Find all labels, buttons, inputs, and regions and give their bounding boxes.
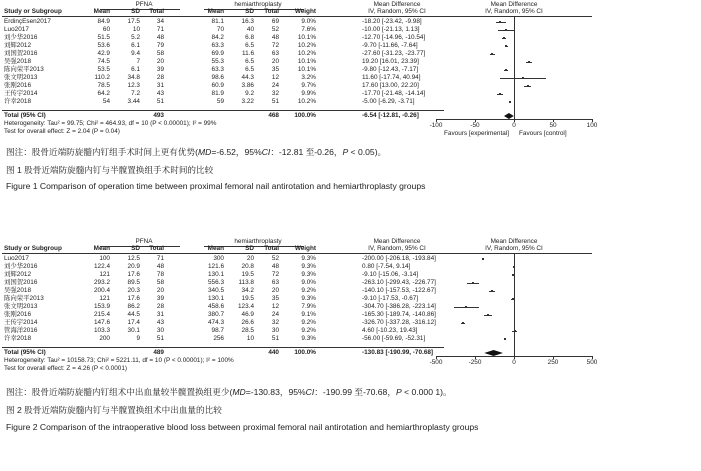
cell-total-b: 12: [271, 303, 279, 310]
cell-total-b: 30: [271, 327, 279, 334]
col-header-weight: Weight: [294, 245, 316, 252]
cell-mean-a: 200: [99, 335, 110, 342]
cell-total-b: 51: [271, 98, 279, 105]
cell-mean-a: 153.9: [94, 303, 110, 310]
cell-sd-b: 26.6: [241, 319, 254, 326]
cell-sd-b: 6.5: [245, 66, 254, 73]
forest-plot-2: [0, 237, 701, 377]
figure-1-title-cn: 图 1 股骨近端防旋髓内钉与半髋置换组手术时间的比较: [6, 165, 214, 175]
col-header-mean-b: Mean: [207, 245, 224, 252]
total-n-b: 468: [268, 112, 279, 119]
header-group-a: PFNA: [135, 238, 153, 245]
cell-total-a: 71: [156, 26, 164, 33]
col-header-sd-a: SD: [131, 245, 140, 252]
cell-sd-b: 6.8: [245, 34, 254, 41]
study-name: 许幸2018: [4, 335, 31, 342]
cell-total-b: 48: [271, 263, 279, 270]
cell-sd-b: 11.6: [242, 50, 254, 57]
cell-md-ci: -326.70 [-337.28, -316.12]: [362, 319, 436, 326]
cell-sd-a: 3.44: [127, 98, 140, 105]
total-md-ci: -130.83 [-190.99, -70.68]: [362, 349, 434, 356]
col-header-total-a: Total: [149, 245, 164, 252]
total-md-ci: -6.54 [-12.81, -0.26]: [362, 112, 419, 119]
cell-sd-a: 17.4: [127, 319, 140, 326]
cell-sd-b: 3.22: [241, 98, 254, 105]
study-name: 刘少华2016: [4, 263, 38, 270]
cell-mean-a: 42.9: [97, 50, 110, 57]
cell-weight: 10.2%: [297, 50, 316, 57]
header-md: Mean Difference: [373, 238, 421, 245]
cell-sd-b: 40: [246, 26, 254, 33]
cell-total-b: 35: [271, 295, 279, 302]
cell-sd-a: 17.6: [127, 295, 140, 302]
cell-total-a: 78: [156, 271, 164, 278]
summary-diamond: [0, 0, 701, 140]
cell-total-a: 20: [156, 287, 164, 294]
figure-2-title-cn: 图 2 股骨近端防旋髓内钉与半髋置换组术中出血量的比较: [6, 405, 222, 415]
cell-md-ci: -304.70 [-386.28, -223.14]: [362, 303, 436, 310]
cell-md-ci: -17.70 [-21.48, -14.14]: [362, 90, 426, 97]
cell-total-b: 48: [271, 34, 279, 41]
cell-total-b: 35: [271, 66, 279, 73]
cell-total-a: 51: [156, 335, 164, 342]
zero-line: [514, 253, 515, 356]
cell-mean-b: 130.1: [208, 271, 224, 278]
cell-weight: 9.0%: [301, 279, 316, 286]
cell-sd-b: 10: [246, 335, 254, 342]
cell-md-ci: -200.00 [-206.18, -193.84]: [362, 255, 436, 262]
col-header-total-b: Total: [264, 245, 279, 252]
study-name: 王传宇2014: [4, 90, 38, 97]
cell-total-b: 51: [271, 335, 279, 342]
cell-total-a: 28: [156, 74, 164, 81]
cell-sd-b: 19.5: [241, 295, 254, 302]
cell-total-a: 43: [156, 90, 164, 97]
cell-mean-a: 64.2: [97, 90, 110, 97]
axis-tick-label: -100: [429, 122, 443, 129]
cell-md-ci: 19.20 [16.01, 23.39]: [362, 58, 419, 65]
cell-md-ci: -140.10 [-157.53, -122.67]: [362, 287, 436, 294]
cell-md-ci: -9.10 [-17.53, -0.67]: [362, 295, 419, 302]
cell-weight: 10.2%: [297, 42, 316, 49]
axis-tick-label: -250: [468, 359, 482, 366]
cell-total-b: 32: [271, 319, 279, 326]
cell-total-a: 43: [156, 319, 164, 326]
cell-sd-a: 7.2: [131, 90, 140, 97]
cell-mean-a: 51.5: [97, 34, 110, 41]
cell-mean-b: 81.1: [211, 18, 224, 25]
col-header-mean-b: Mean: [207, 8, 224, 15]
cell-md-ci: -165.30 [-189.74, -140.86]: [362, 311, 436, 318]
cell-sd-b: 6.5: [245, 58, 254, 65]
cell-md-ci: -18.20 [-23.42, -9.98]: [362, 18, 422, 25]
col-header-study: Study or Subgroup: [4, 245, 62, 252]
cell-mean-a: 53.6: [97, 42, 110, 49]
cell-sd-a: 86.2: [127, 303, 140, 310]
cell-sd-a: 30.1: [127, 327, 140, 334]
cell-weight: 9.9%: [301, 90, 316, 97]
cell-weight: 3.2%: [301, 74, 316, 81]
cell-total-a: 34: [156, 18, 164, 25]
total-n-a: 493: [153, 112, 164, 119]
cell-mean-b: 130.1: [208, 295, 224, 302]
cell-weight: 9.3%: [301, 263, 316, 270]
cell-sd-b: 3.86: [241, 82, 254, 89]
cell-total-b: 52: [271, 26, 279, 33]
cell-total-a: 58: [156, 279, 164, 286]
cell-total-b: 20: [271, 287, 279, 294]
cell-sd-b: 113.8: [238, 279, 254, 286]
cell-sd-b: 46.9: [241, 311, 254, 318]
cell-mean-b: 300: [213, 255, 224, 262]
cell-sd-a: 12.5: [127, 255, 140, 262]
study-name: 管海洋2016: [4, 327, 38, 334]
study-name: 刘少华2016: [4, 34, 38, 41]
cell-mean-b: 474.3: [208, 319, 224, 326]
heterogeneity: Heterogeneity: Tau² = 99.75; Chi² = 464.93, df = 10 (P < 0.00001); I² = 99%: [4, 120, 217, 127]
cell-md-ci: -27.60 [-31.23, -23.77]: [362, 50, 426, 57]
cell-mean-a: 200.4: [94, 287, 110, 294]
cell-mean-b: 55.3: [211, 58, 224, 65]
study-name: 张文明2013: [4, 74, 38, 81]
cell-weight: 9.2%: [301, 287, 316, 294]
cell-total-a: 79: [156, 42, 164, 49]
cell-mean-a: 54: [102, 98, 110, 105]
cell-sd-a: 7: [136, 58, 140, 65]
cell-md-ci: -9.10 [-15.06, -3.14]: [362, 271, 419, 278]
cell-total-a: 31: [156, 311, 164, 318]
cell-md-ci: -12.70 [-14.96, -10.54]: [362, 34, 426, 41]
cell-sd-a: 17.5: [127, 18, 140, 25]
cell-mean-b: 98.6: [211, 74, 224, 81]
study-name: 张文明2013: [4, 303, 38, 310]
cell-mean-b: 63.3: [211, 66, 224, 73]
cell-mean-a: 147.6: [94, 319, 110, 326]
cell-md-ci: 17.60 [13.00, 22.20]: [362, 82, 419, 89]
cell-total-b: 69: [271, 18, 279, 25]
col-header-total-b: Total: [264, 8, 279, 15]
study-name: 刘辉2012: [4, 42, 31, 49]
cell-total-a: 28: [156, 303, 164, 310]
cell-mean-a: 293.2: [94, 279, 110, 286]
zero-line: [514, 16, 515, 119]
figure-1-title-en: Figure 1 Comparison of operation time between proximal femoral nail antirotation and hemiarthroplasty groups: [6, 181, 426, 191]
cell-weight: 9.2%: [301, 319, 316, 326]
cell-md-ci: 11.60 [-17.74, 40.94]: [362, 74, 421, 81]
study-name: 许幸2018: [4, 98, 31, 105]
cell-total-a: 48: [156, 34, 164, 41]
cell-weight: 7.6%: [301, 26, 316, 33]
cell-mean-a: 110.2: [94, 74, 110, 81]
cell-mean-a: 121: [99, 271, 110, 278]
header-plot: Mean Difference: [490, 238, 538, 245]
figure-2-note: 图注：股骨近端防旋髓内钉组术中出血量较半髋置换组更少(MD=-130.83，95%CI：-190.99 至-70.68，P < 0.000 1)。: [6, 387, 452, 397]
col-header-sd-b: SD: [245, 245, 254, 252]
cell-mean-a: 78.5: [97, 82, 110, 89]
cell-total-a: 20: [156, 58, 164, 65]
study-name: 王传宇2014: [4, 319, 38, 326]
header-plot-sub: IV, Random, 95% CI: [485, 8, 543, 15]
cell-mean-b: 98.7: [211, 327, 224, 334]
cell-md-ci: 0.80 [-7.54, 9.14]: [362, 263, 411, 270]
col-header-mean-a: Mean: [93, 245, 110, 252]
cell-total-b: 63: [271, 50, 279, 57]
cell-weight: 9.2%: [301, 327, 316, 334]
cell-sd-a: 9.4: [131, 50, 140, 57]
study-name: Luo2017: [4, 255, 29, 262]
cell-mean-b: 380.7: [208, 311, 224, 318]
cell-md-ci: -10.00 [-21.13, 1.13]: [362, 26, 420, 33]
header-group-b: hemiarthroplasty: [234, 1, 282, 8]
cell-sd-a: 6.1: [131, 66, 140, 73]
study-name: ErdinçEsen2017: [4, 18, 51, 25]
cell-sd-b: 44.3: [241, 74, 254, 81]
cell-md-ci: -56.00 [-59.69, -52.31]: [362, 335, 426, 342]
cell-mean-a: 53.5: [97, 66, 110, 73]
cell-mean-a: 215.4: [94, 311, 110, 318]
cell-weight: 10.2%: [297, 98, 316, 105]
study-name: Luo2017: [4, 26, 29, 33]
cell-total-b: 20: [271, 58, 279, 65]
cell-sd-b: 20.8: [241, 263, 254, 270]
header-group-b: hemiarthroplasty: [234, 238, 282, 245]
cell-md-ci: -263.10 [-299.43, -226.77]: [362, 279, 436, 286]
cell-mean-a: 60: [102, 26, 110, 33]
cell-weight: 9.3%: [301, 295, 316, 302]
cell-mean-b: 70: [216, 26, 224, 33]
header-plot-sub: IV, Random, 95% CI: [485, 245, 543, 252]
col-header-study: Study or Subgroup: [4, 8, 62, 15]
cell-sd-b: 6.5: [245, 42, 254, 49]
study-name: 吴强2018: [4, 58, 31, 65]
study-name: 陈向荣平2013: [4, 295, 44, 302]
cell-sd-b: 19.5: [241, 271, 254, 278]
cell-sd-b: 28.5: [241, 327, 254, 334]
cell-total-a: 30: [156, 327, 164, 334]
total-n-b: 440: [268, 349, 279, 356]
figure-1-note: 图注：股骨近端防旋髓内钉组手术时间上更有优势(MD=-6.52，95%CI：-12.81 至-0.26，P < 0.05)。: [6, 147, 387, 157]
cell-mean-a: 103.3: [94, 327, 110, 334]
cell-total-b: 32: [271, 90, 279, 97]
total-weight: 100.0%: [294, 349, 316, 356]
cell-mean-a: 100: [99, 255, 110, 262]
forest-plot-1: [0, 0, 701, 140]
cell-sd-a: 20.3: [127, 287, 140, 294]
study-name: 刘辉2012: [4, 271, 31, 278]
cell-mean-a: 84.9: [97, 18, 110, 25]
cell-md-ci: -5.00 [-6.29, -3.71]: [362, 98, 415, 105]
total-label: Total (95% CI): [4, 349, 46, 356]
cell-weight: 9.0%: [301, 18, 316, 25]
cell-sd-a: 5.2: [131, 34, 140, 41]
axis-tick-label: 0: [512, 122, 516, 129]
col-header-mean-a: Mean: [93, 8, 110, 15]
study-name: 刘国贺2016: [4, 50, 38, 57]
cell-mean-a: 121: [99, 295, 110, 302]
cell-total-a: 71: [156, 255, 164, 262]
cell-mean-b: 340.5: [208, 287, 224, 294]
favours-right: Favours [control]: [519, 130, 567, 137]
cell-total-a: 58: [156, 50, 164, 57]
header-md: Mean Difference: [373, 1, 421, 8]
cell-mean-a: 122.4: [94, 263, 110, 270]
cell-mean-b: 121.6: [208, 263, 224, 270]
cell-sd-a: 17.6: [127, 271, 140, 278]
cell-weight: 9.3%: [301, 255, 316, 262]
cell-sd-b: 34.2: [241, 287, 254, 294]
study-name: 张刚2016: [4, 82, 31, 89]
cell-sd-b: 16.3: [241, 18, 254, 25]
cell-sd-a: 6.1: [131, 42, 140, 49]
cell-total-a: 51: [156, 98, 164, 105]
study-name: 陈向荣平2013: [4, 66, 44, 73]
cell-total-b: 72: [271, 42, 279, 49]
cell-mean-b: 84.2: [211, 34, 224, 41]
cell-mean-b: 63.3: [211, 42, 224, 49]
axis-tick-label: 50: [549, 122, 557, 129]
cell-total-b: 24: [271, 311, 279, 318]
header-md-sub: IV, Random, 95% CI: [368, 8, 426, 15]
cell-weight: 7.9%: [301, 303, 316, 310]
col-header-weight: Weight: [294, 8, 316, 15]
study-name: 刘国贺2016: [4, 279, 38, 286]
cell-weight: 9.7%: [301, 82, 316, 89]
cell-total-b: 12: [271, 74, 279, 81]
col-header-total-a: Total: [149, 8, 164, 15]
cell-weight: 9.1%: [301, 311, 316, 318]
axis-tick-label: 500: [586, 359, 598, 366]
cell-total-a: 31: [156, 82, 164, 89]
cell-mean-b: 458.6: [208, 303, 224, 310]
cell-weight: 10.1%: [297, 58, 316, 65]
header-md-sub: IV, Random, 95% CI: [368, 245, 426, 252]
heterogeneity: Heterogeneity: Tau² = 10158.73; Chi² = 5221.11, df = 10 (P < 0.00001); I² = 100%: [4, 357, 234, 364]
cell-sd-a: 10: [132, 26, 140, 33]
cell-mean-b: 256: [213, 335, 224, 342]
cell-sd-a: 9: [136, 335, 140, 342]
cell-mean-b: 59: [216, 98, 224, 105]
cell-md-ci: -9.80 [-12.43, -7.17]: [362, 66, 419, 73]
axis-tick-label: 100: [586, 122, 598, 129]
overall-effect: Test for overall effect: Z = 2.04 (P = 0.04): [4, 128, 120, 135]
cell-mean-b: 81.9: [211, 90, 224, 97]
favours-left: Favours [experimental]: [444, 130, 509, 137]
cell-mean-a: 74.5: [97, 58, 110, 65]
cell-weight: 10.1%: [297, 66, 316, 73]
cell-total-a: 39: [156, 295, 164, 302]
cell-weight: 9.3%: [301, 271, 316, 278]
cell-total-b: 24: [271, 82, 279, 89]
cell-sd-a: 44.5: [127, 311, 140, 318]
total-label: Total (95% CI): [4, 112, 46, 119]
cell-sd-a: 12.3: [127, 82, 140, 89]
cell-mean-b: 69.9: [211, 50, 224, 57]
cell-total-a: 48: [156, 263, 164, 270]
cell-mean-b: 556.3: [208, 279, 224, 286]
cell-sd-a: 20.9: [127, 263, 140, 270]
cell-total-a: 39: [156, 66, 164, 73]
overall-effect: Test for overall effect: Z = 4.26 (P < 0.0001): [4, 365, 128, 372]
axis-tick-label: -500: [429, 359, 443, 366]
cell-weight: 10.1%: [297, 34, 316, 41]
col-header-sd-b: SD: [245, 8, 254, 15]
cell-sd-b: 20: [246, 255, 254, 262]
cell-sd-a: 34.8: [127, 74, 140, 81]
cell-total-b: 52: [271, 255, 279, 262]
cell-total-b: 63: [271, 279, 279, 286]
total-weight: 100.0%: [294, 112, 316, 119]
total-n-a: 489: [153, 349, 164, 356]
cell-sd-b: 9.2: [245, 90, 254, 97]
cell-md-ci: 4.60 [-10.23, 19.43]: [362, 327, 418, 334]
col-header-sd-a: SD: [131, 8, 140, 15]
cell-total-b: 72: [271, 271, 279, 278]
cell-md-ci: -9.70 [-11.66, -7.64]: [362, 42, 418, 49]
cell-sd-a: 89.5: [127, 279, 140, 286]
axis-tick-label: 250: [547, 359, 559, 366]
study-name: 张刚2016: [4, 311, 31, 318]
study-name: 吴强2018: [4, 287, 31, 294]
axis-tick-label: -50: [470, 122, 480, 129]
axis-tick-label: 0: [512, 359, 516, 366]
cell-mean-b: 60.9: [211, 82, 224, 89]
summary-diamond: [0, 237, 701, 377]
header-plot: Mean Difference: [490, 1, 538, 8]
figure-2-title-en: Figure 2 Comparison of the intraoperative blood loss between proximal femoral nail antirotation and hemiarthroplasty groups: [6, 422, 479, 432]
header-group-a: PFNA: [135, 1, 153, 8]
cell-sd-b: 123.4: [238, 303, 254, 310]
cell-weight: 9.3%: [301, 335, 316, 342]
